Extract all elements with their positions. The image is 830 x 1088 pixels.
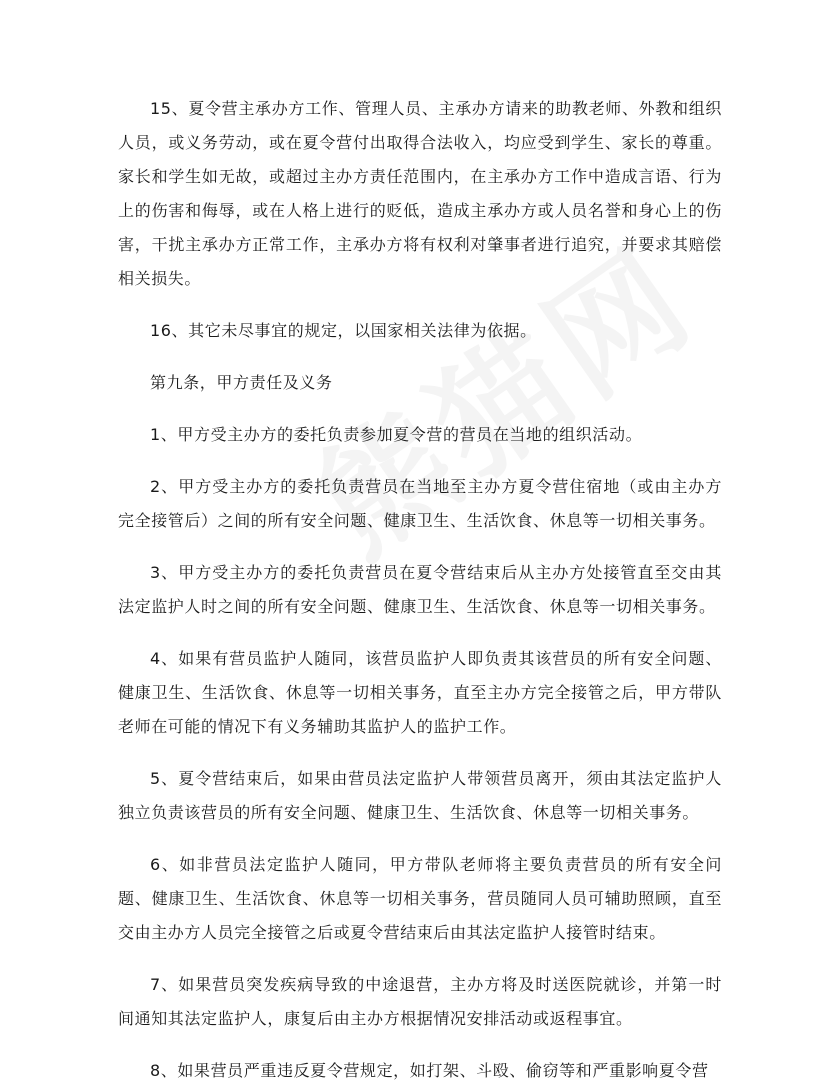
document-page (118, 92, 722, 1088)
paragraph-15: 15、夏令营主承办方工作、管理人员、主承办方请来的助教老师、外教和组织人员，或义务劳动，或在夏令营付出取得合法收入，均应受到学生、家长的尊重。家长和学生如无故，或超过主办方责任范围内，在主承办方工作中造成言语、行为上的伤害和侮辱，或在人格上进行的贬低，造成主承办方或人员名誉和身心上的伤害，干扰主承办方正常工作，主承办方将有权利对肇事者进行追究，并要求其赔偿相关损失。 (118, 99, 722, 288)
paragraph-8: 8、如果营员严重违反夏令营规定，如打架、斗殴、偷窃等和严重影响夏令营 (150, 1061, 709, 1080)
paragraph-4: 4、如果有营员监护人随同，该营员监护人即负责其该营员的所有安全问题、健康卫生、生活饮食、休息等一切相关事务，直至主办方完全接管之后，甲方带队老师在可能的情况下有义务辅助其监护人的监护工作。 (118, 649, 722, 736)
paragraph-3: 3、甲方受主办方的委托负责营员在夏令营结束后从主办方处接管直至交由其法定监护人时之间的所有安全问题、健康卫生、生活饮食、休息等一切相关事务。 (118, 563, 722, 616)
paragraph-6: 6、如非营员法定监护人随同，甲方带队老师将主要负责营员的所有安全问题、健康卫生、生活饮食、休息等一切相关事务，营员随同人员可辅助照顾，直至交由主办方人员完全接管之后或夏令营结束后由其法定监护人接管时结束。 (118, 855, 722, 942)
paragraph-7: 7、如果营员突发疾病导致的中途退营，主办方将及时送医院就诊，并第一时间通知其法定监护人，康复后由主办方根据情况安排活动或返程事宜。 (118, 975, 722, 1028)
paragraph-16: 16、其它未尽事宜的规定，以国家相关法律为依据。 (150, 321, 537, 340)
paragraph-2: 2、甲方受主办方的委托负责营员在当地至主办方夏令营住宿地（或由主办方完全接管后）之间的所有安全问题、健康卫生、生活饮食、休息等一切相关事务。 (118, 477, 722, 530)
paragraph-5: 5、夏令营结束后，如果由营员法定监护人带领营员离开，须由其法定监护人独立负责该营员的所有安全问题、健康卫生、生活饮食、休息等一切相关事务。 (118, 769, 722, 822)
section-heading-article-9: 第九条，甲方责任及义务 (150, 373, 333, 392)
paragraph-1: 1、甲方受主办方的委托负责参加夏令营的营员在当地的组织活动。 (150, 425, 643, 444)
